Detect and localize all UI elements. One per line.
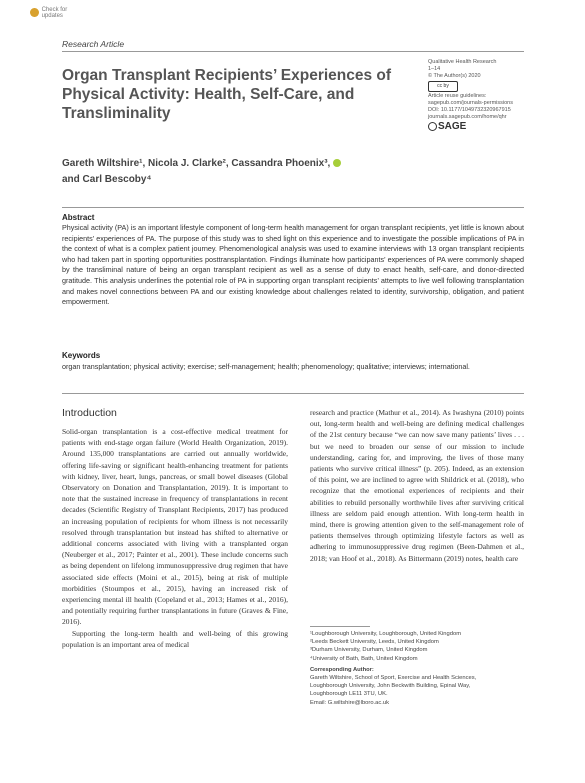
- corresponding-heading: Corresponding Author:: [310, 666, 374, 673]
- sage-logo-icon: [428, 122, 437, 131]
- abstract-divider: [62, 207, 524, 208]
- header-divider: [62, 51, 524, 52]
- affiliation-item: ³Durham University, Durham, United Kingdom: [310, 647, 428, 654]
- intro-paragraph-1: Solid-organ transplantation is a cost-effective medical treatment for patients with end-stage organ failure (World Health Organization, 2019). Around 135,000 transplantations are carried out annually worldwide, offering life-saving or significant health-enhancing treatment for patients with kidney, liver, heart, lungs, pancreas, or small bowel diseases (Global Observatory on Donation and Transplantation, 2019). It is important to note that the sustained increase in frequency of transplantations in recent decades (Scientific Registry of Transplant Recipients, 2017) has produced an increasing population of recipients for whom illness is not necessarily resolved through transplantation but instead has shifted to alternative or additional concerns associated with living with a transplanted organ (Neuberger et al., 2017; Painter et al., 2001). These include concerns such as being dependent on lifelong immunosuppressive drug regimen that have associated side effects (Moini et al., 2015), being at risk of multiple morbidities (Stoumpos et al., 2015), having an increased risk of experiencing mental ill health (Copeland et al., 2013; Hames et al., 2016), and potentially requiring further transplantations in future (Graves & Fine, 2016).: [62, 427, 288, 627]
- journal-home-link[interactable]: journals.sagepub.com/home/qhr: [428, 114, 507, 120]
- orcid-icon[interactable]: [333, 159, 341, 167]
- corresponding-line: Loughborough University, John Beckwith Building, Epinal Way,: [310, 683, 471, 690]
- affiliation-item: ¹Loughborough University, Loughborough, United Kingdom: [310, 631, 462, 637]
- affiliation-divider: [310, 626, 370, 627]
- author-list: [62, 156, 462, 188]
- body-column-right: [310, 407, 524, 564]
- article-type: Research Article: [62, 39, 125, 49]
- permissions-link[interactable]: sagepub.com/journals-permissions: [428, 100, 513, 106]
- reuse-label: Article reuse guidelines:: [428, 93, 487, 99]
- keywords-heading: Keywords: [62, 351, 101, 360]
- authors-line-1: Gareth Wiltshire¹, Nicola J. Clarke², Cassandra Phoenix³,: [62, 158, 331, 169]
- keywords-text: organ transplantation; physical activity; exercise; self-management; health; phenomenology; qualitative; interviews; international.: [62, 362, 470, 371]
- cc-license-icon[interactable]: cc by: [428, 81, 458, 92]
- doi-link[interactable]: DOI: 10.1177/1049732320967915: [428, 107, 511, 113]
- body-column-left: [62, 426, 288, 650]
- publisher-name: SAGE: [438, 121, 467, 133]
- update-icon: [30, 8, 39, 17]
- page-range: 1–14: [428, 66, 441, 72]
- intro-paragraph-continued: research and practice (Mathur et al., 2014). As Iwashyna (2010) points out, long-term health and well-being are defining medical challenges of the 21st century because “we can now save many patients’ lives . . . but we need to broaden our sense of our mission to include understanding, caring for, and improving, the lives of those many patients who survive critical illness” (p. 205). Indeed, as an extension of this point, we are inclined to agree with Shildrick et al. (2018), who recognize that the emotional experiences of recipients and their abilities to rebuild personally worthwhile lives after surviving critical illness are seldom paid enough attention. With long-term health in mind, there is growing attention given to the self-management role of patients themselves through optimizing lifestyle factors as well as adhering to immunosuppressive drug regimen (Been-Dahmen et al., 2018; van Hoof et al., 2018). As Bittermann (2019) notes, health care: [310, 408, 524, 563]
- journal-name: Qualitative Health Research: [428, 59, 497, 65]
- intro-paragraph-2: Supporting the long-term health and well-being of this growing population is an important area of medical: [62, 628, 288, 649]
- affiliation-item: ⁴University of Bath, Bath, United Kingdom: [310, 655, 418, 662]
- abstract-text: Physical activity (PA) is an important lifestyle component of long-term health management for organ transplant recipients, yet little is known about recipients’ experiences of PA. The purpose of this study was to shed light on this experience and to investigate the possible implications of PA in the context of what is a complex patient journey. Phenomenological analysis was used to examine interviews with 13 organ transplant recipients who had taken part in sporting opportunities posttransplantation. Findings illuminate how participants’ experiences of PA were commonly shaped by the transliminal nature of being an organ transplant recipient as well as a sense of duty to enact health, self-care, and donor-directed gratitude. This analysis underlines the potential role of PA in supporting organ transplant recipients’ attempts to live well following transplantation and makes novel connections between PA and our existing knowledge about challenges related to identity, survivorship, obligation, and patient empowerment.: [62, 223, 524, 307]
- journal-meta: [428, 59, 538, 131]
- article-title: Organ Transplant Recipients’ Experiences of Physical Activity: Health, Self-Care, and Transliminality: [62, 67, 392, 122]
- corresponding-email-link[interactable]: Email: G.wiltshire@lboro.ac.uk: [310, 699, 390, 706]
- introduction-heading: Introduction: [62, 407, 117, 419]
- authors-line-2: and Carl Bescoby⁴: [62, 174, 152, 185]
- corresponding-line: Gareth Wiltshire, School of Sport, Exercise and Health Sciences,: [310, 675, 477, 682]
- copyright: © The Author(s) 2020: [428, 73, 481, 79]
- publisher-logo: [428, 122, 538, 131]
- corresponding-line: Loughborough LE11 3TU, UK.: [310, 691, 388, 698]
- keywords-divider: [62, 393, 524, 394]
- check-for-updates-badge[interactable]: [30, 7, 88, 18]
- affiliations: [310, 630, 524, 707]
- affiliation-item: ²Leeds Beckett University, Leeds, United Kingdom: [310, 639, 439, 646]
- badge-label: Check for updates: [41, 6, 68, 19]
- abstract-heading: Abstract: [62, 213, 95, 222]
